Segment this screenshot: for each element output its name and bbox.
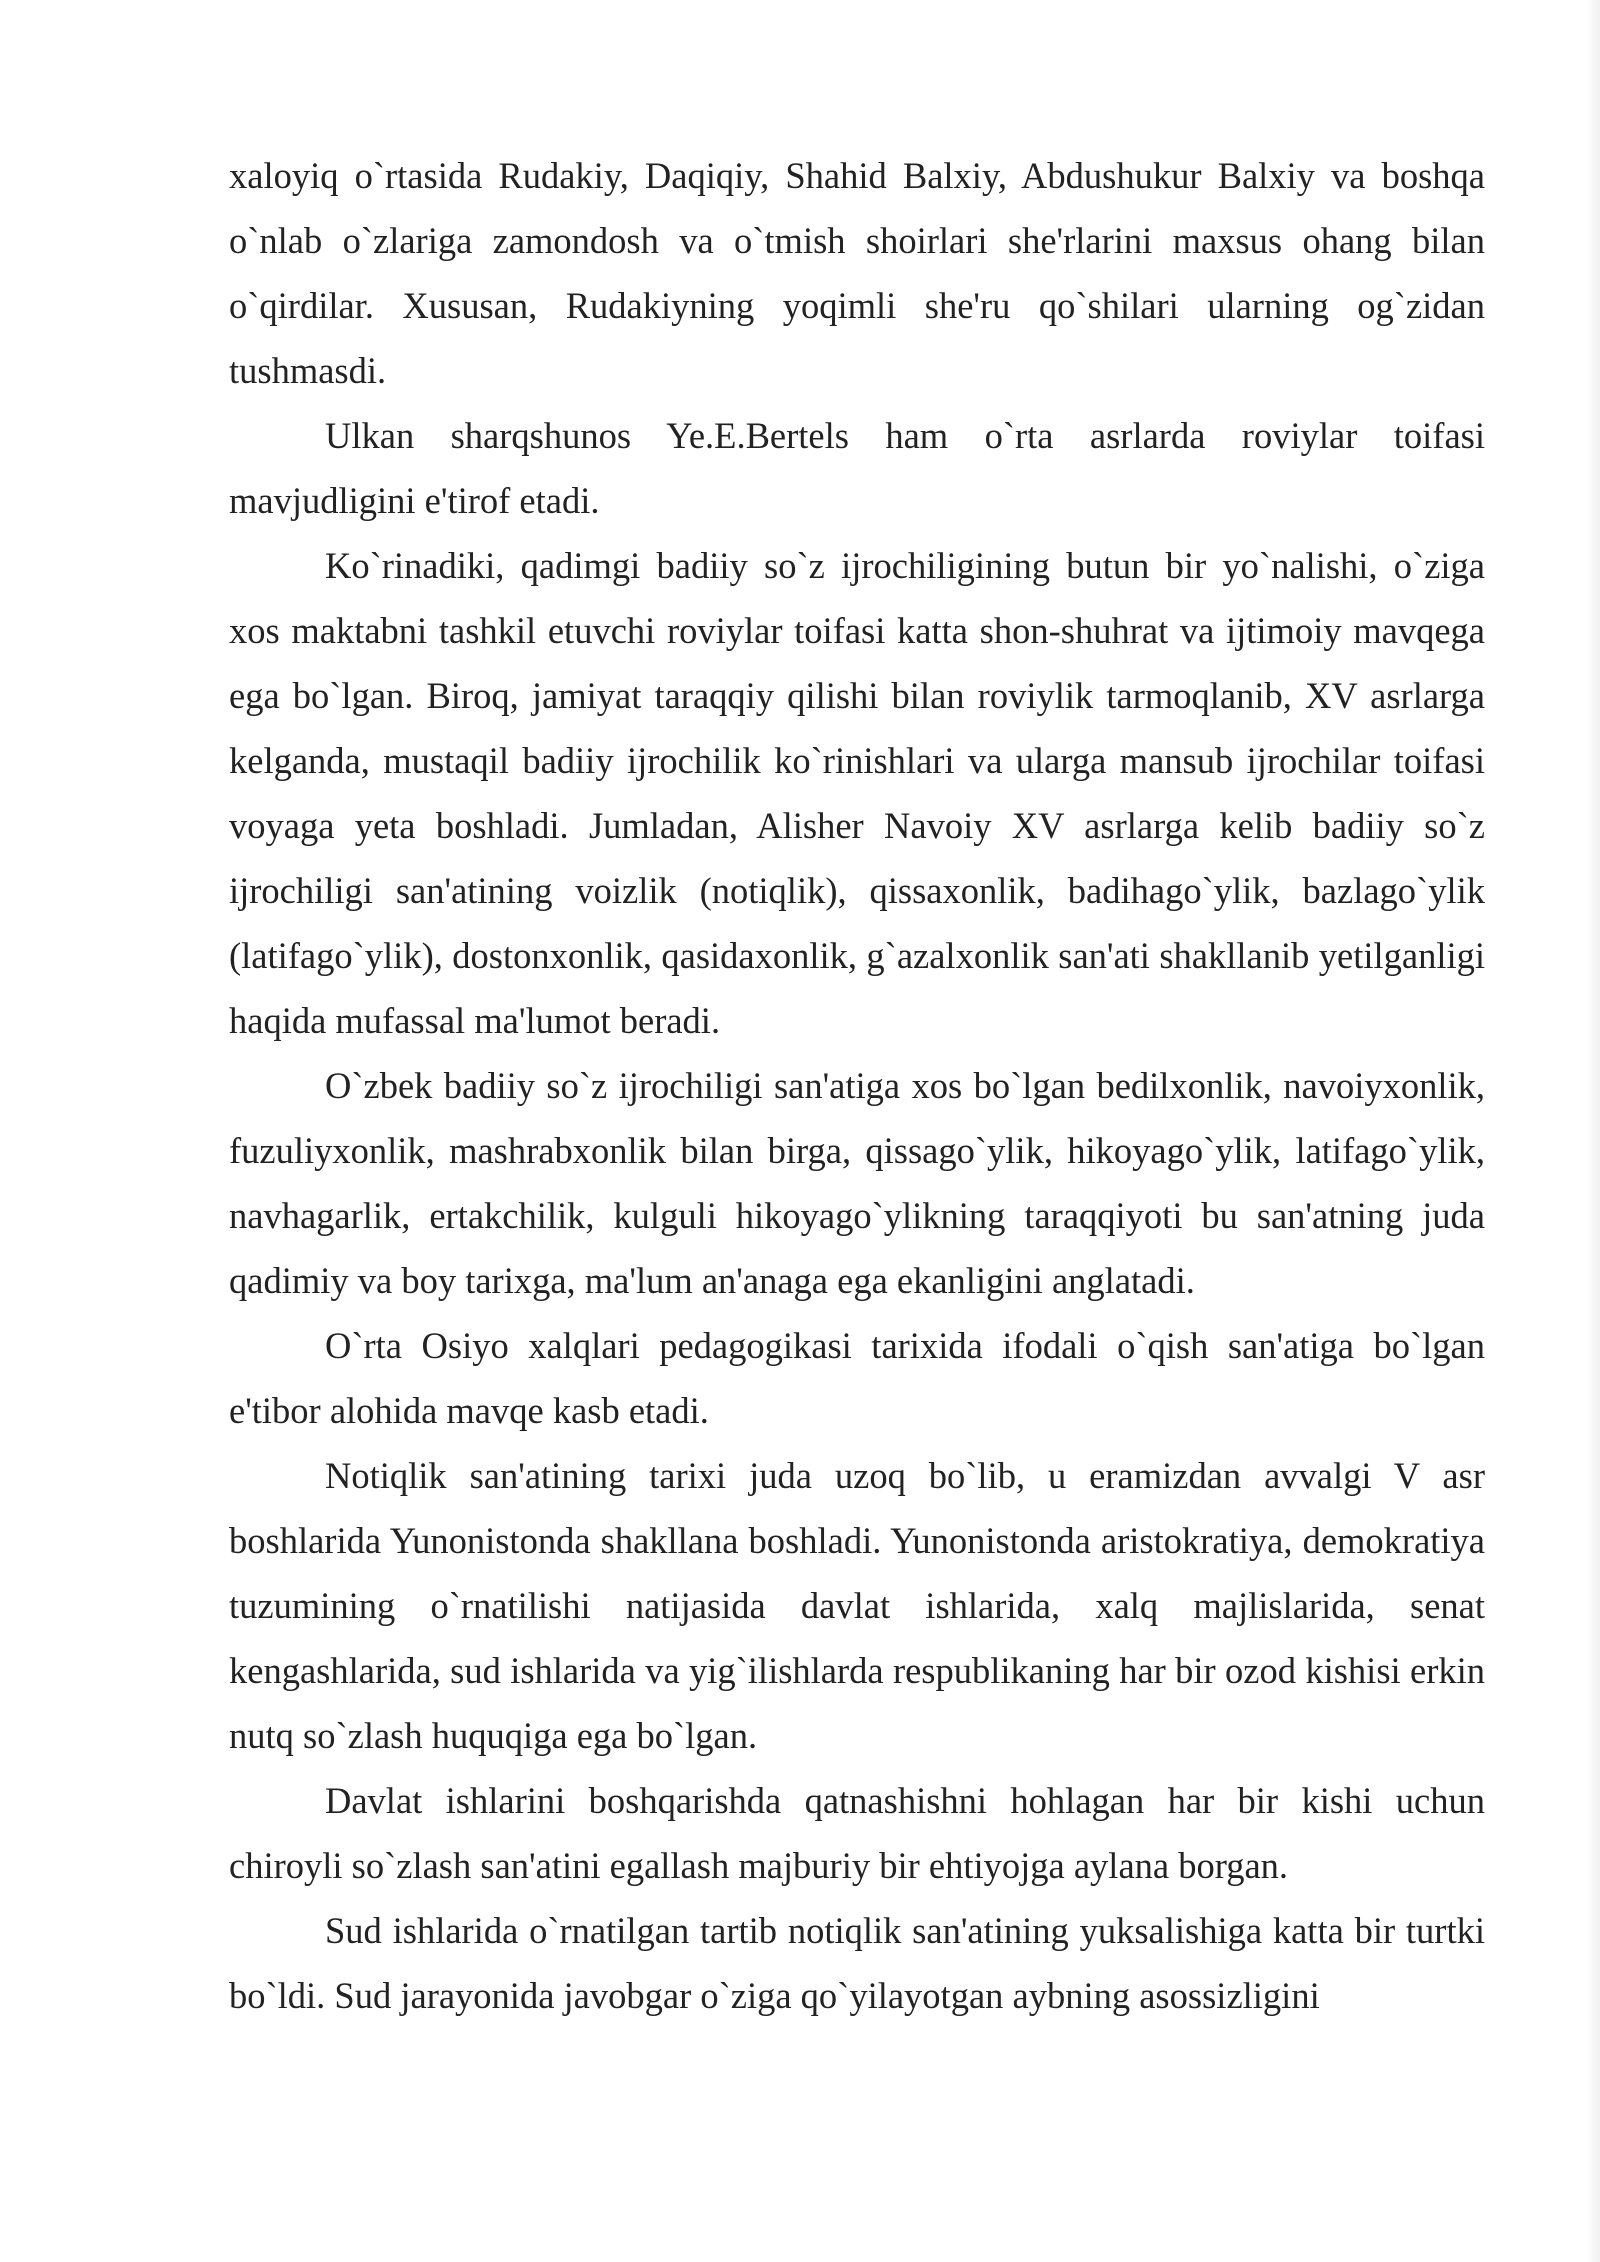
paragraph-truncated: Sud ishlarida o`rnatilgan tartib notiqlik san'atining yuksalishiga katta bir turtki bo`ldi. Sud jarayonida javobgar o`ziga qo`yilayotgan aybning asossizligini xyxy=(229,1910,1485,2016)
page-edge-shadow xyxy=(1586,0,1600,2262)
paragraph: Ko`rinadiki, qadimgi badiiy so`z ijrochiligining butun bir yo`nalishi, o`ziga xos maktabni tashkil etuvchi roviylar toifasi katta shon-shuhrat va ijtimoiy mavqega ega bo`lgan. Biroq, jamiyat taraqqiy qilishi bilan roviylik tarmoqlanib, XV asrlarga kelganda, mustaqil badiiy ijrochilik ko`rinishlari va ularga mansub ijrochilar toifasi voyaga yeta boshladi. Jumladan, Alisher Navoiy XV asrlarga kelib badiiy so`z ijrochiligi san'atining voizlik (notiqlik), qissaxonlik, badihago`ylik, bazlago`ylik (latifago`ylik), dostonxonlik, qasidaxonlik, g`azalxonlik san'ati shakllanib yetilganligi haqida mufassal ma'lumot beradi. xyxy=(229,545,1485,1041)
paragraph: Ulkan sharqshunos Ye.E.Bertels ham o`rta asrlarda roviylar toifasi mavjudligini e'tirof etadi. xyxy=(229,415,1485,521)
paragraph: O`zbek badiiy so`z ijrochiligi san'atiga xos bo`lgan bedilxonlik, navoiyxonlik, fuzuliyxonlik, mashrabxonlik bilan birga, qissago`ylik, hikoyago`ylik, latifago`ylik, navhagarlik, ertakchilik, kulguli hikoyago`ylikning taraqqiyoti bu san'atning juda qadimiy va boy tarixga, ma'lum an'anaga ega ekanligini anglatadi. xyxy=(229,1065,1485,1301)
paragraph: O`rta Osiyo xalqlari pedagogikasi tarixida ifodali o`qish san'atiga bo`lgan e'tibor alohida mavqe kasb etadi. xyxy=(229,1325,1485,1431)
paragraph-continuation: xaloyiq o`rtasida Rudakiy, Daqiqiy, Shahid Balxiy, Abdushukur Balxiy va boshqa o`nlab o`zlariga zamondosh va o`tmish shoirlari she'rlarini maxsus ohang bilan o`qirdilar. Xususan, Rudakiyning yoqimli she'ru qo`shilari ularning og`zidan tushmasdi. xyxy=(229,155,1485,391)
paragraph: Notiqlik san'atining tarixi juda uzoq bo`lib, u eramizdan avvalgi V asr boshlarida Yunonistonda shakllana boshladi. Yunonistonda aristokratiya, demokratiya tuzumining o`rnatilishi natijasida davlat ishlarida, xalq majlislarida, senat kengashlarida, sud ishlarida va yig`ilishlarda respublikaning har bir ozod kishisi erkin nutq so`zlash huquqiga ega bo`lgan. xyxy=(229,1455,1485,1756)
paragraph: Davlat ishlarini boshqarishda qatnashishni hohlagan har bir kishi uchun chiroyli so`zlash san'atini egallash majburiy bir ehtiyojga aylana borgan. xyxy=(229,1780,1485,1886)
document-body xyxy=(229,143,1485,2028)
